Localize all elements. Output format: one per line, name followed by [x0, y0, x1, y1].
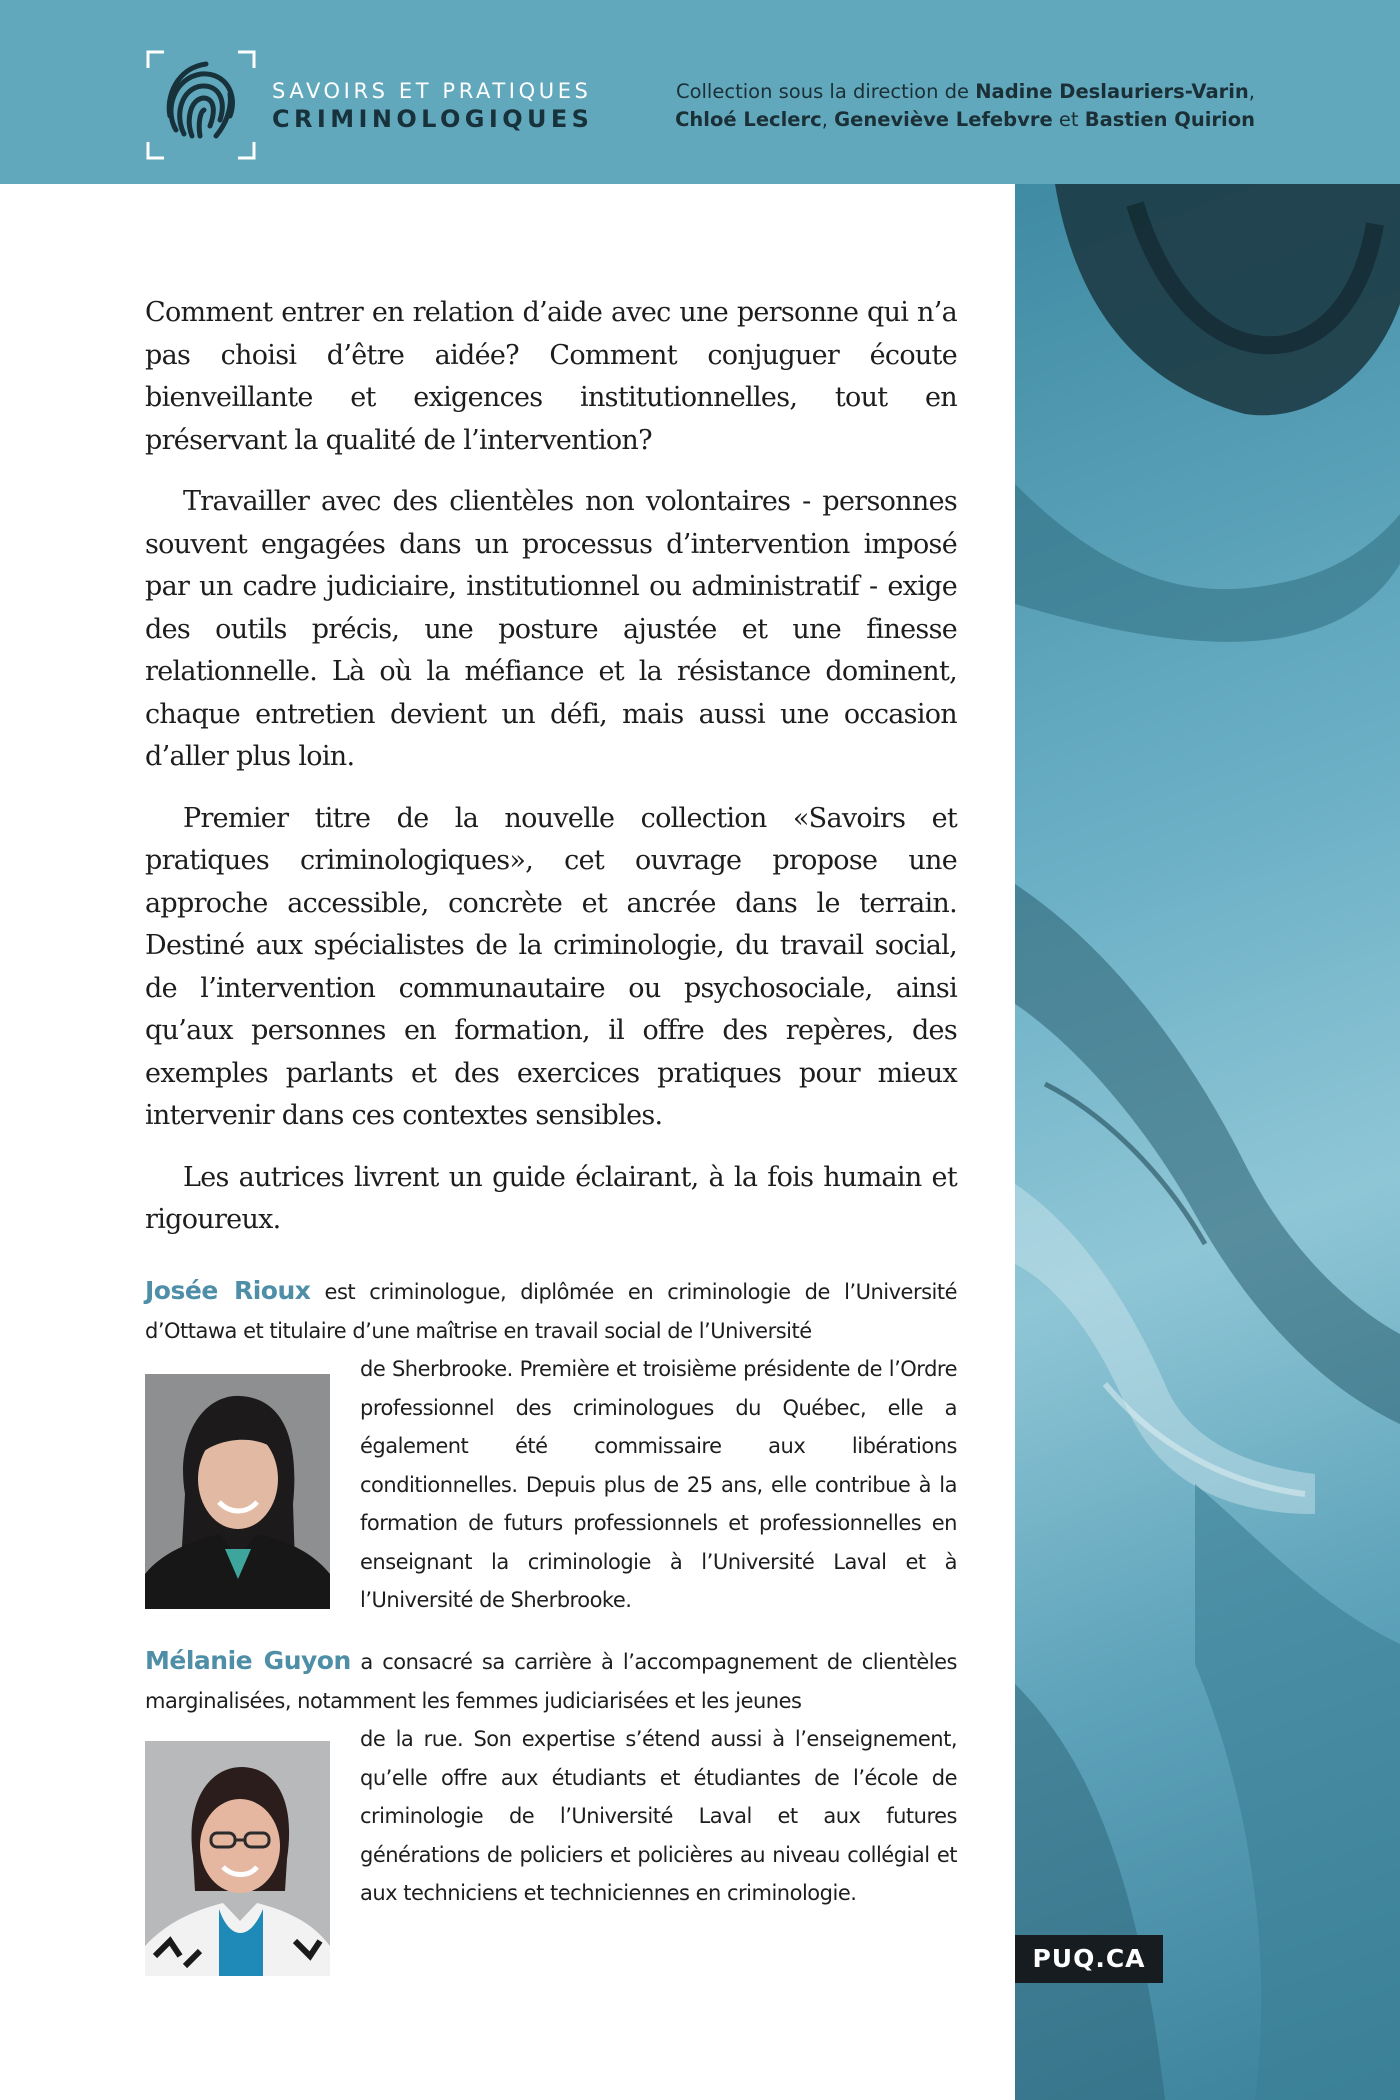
author-bio-start: a consacré sa carrière à l’accompagnement de clientèles marginalisées, notamment les femmes judiciarisées et les jeunes: [145, 1650, 957, 1713]
publisher-website-label: PUQ.CA: [1015, 1935, 1163, 1983]
collection-title: [272, 78, 593, 134]
author-bio-rest: de la rue. Son expertise s’étend aussi à l’enseignement, qu’elle offre aux étudiants et étudiantes de l’école de criminologie de l’Université Laval et aux futures générations de policiers et policières au niveau collégial et aux techniciens et techniciennes en criminologie.: [360, 1727, 957, 1905]
collection-direction: [675, 78, 1255, 134]
author-bio-rest: de Sherbrooke. Première et troisième présidente de l’Ordre professionnel des criminologues du Québec, elle a également été commissaire aux libérations conditionnelles. Depuis plus de 25 ans, elle contribue à la formation de futurs professionnels et professionnelles en enseignant la criminologie à l’Université Laval et à l’Université de Sherbrooke.: [360, 1357, 957, 1612]
summary-paragraph: Travailler avec des clientèles non volontaires - personnes souvent engagées dans un processus d’intervention imposé par un cadre judiciaire, institutionnel ou administratif - exige des outils précis, une posture ajustée et une finesse relationnelle. Là où la méfiance et la résistance dominent, chaque entretien devient un défi, mais aussi une occasion d’aller plus loin.: [145, 486, 957, 772]
collection-title-line1: SAVOIRS ET PRATIQUES: [272, 79, 592, 103]
cover-photo: [1015, 184, 1400, 2100]
direction-line2: Chloé Leclerc, Geneviève Lefebvre et Bastien Quirion: [675, 108, 1255, 131]
author-bio-intro: [145, 1642, 957, 1720]
collection-title-line2: CRIMINOLOGIQUES: [272, 105, 594, 133]
fingerprint-logo-icon: [146, 50, 256, 160]
back-cover-summary: [145, 292, 957, 1261]
direction-line1: Collection sous la direction de Nadine Deslauriers-Varin,: [675, 80, 1255, 103]
direction-prefix: Collection sous la direction de: [675, 80, 970, 103]
author-name: Josée Rioux: [145, 1276, 311, 1305]
author-bio-start: est criminologue, diplômée en criminologie de l’Université d’Ottawa et titulaire d’une maîtrise en travail social de l’Université: [145, 1280, 958, 1343]
summary-paragraph: Comment entrer en relation d’aide avec une personne qui n’a pas choisi d’être aidée? Comment conjuguer écoute bienveillante et exigences institutionnelles, tout en préservant la qualité de l’intervention?: [145, 297, 957, 456]
summary-paragraph: Les autrices livrent un guide éclairant, à la fois humain et rigoureux.: [145, 1161, 957, 1235]
summary-paragraph: Premier titre de la nouvelle collection «Savoirs et pratiques criminologiques», cet ouvrage propose une approche accessible, concrète et ancrée dans le terrain. Destiné aux spécialistes de la criminologie, du travail social, de l’intervention communautaire ou psychosociale, ainsi qu’aux personnes en formation, il offre des repères, des exemples parlants et des exercices pratiques pour mieux intervenir dans ces contextes sensibles.: [145, 802, 957, 1131]
author-portrait: [145, 1741, 330, 1976]
editor-name: Chloé Leclerc: [675, 108, 822, 131]
author-portrait: [145, 1374, 330, 1609]
editor-name: Bastien Quirion: [1084, 108, 1255, 131]
author-bio-intro: [145, 1272, 957, 1350]
editor-name: Nadine Deslauriers-Varin: [975, 80, 1249, 103]
and-word: et: [1058, 108, 1079, 131]
header-banner: [0, 0, 1400, 184]
editor-name: Geneviève Lefebvre: [834, 108, 1053, 131]
author-name: Mélanie Guyon: [145, 1646, 351, 1675]
